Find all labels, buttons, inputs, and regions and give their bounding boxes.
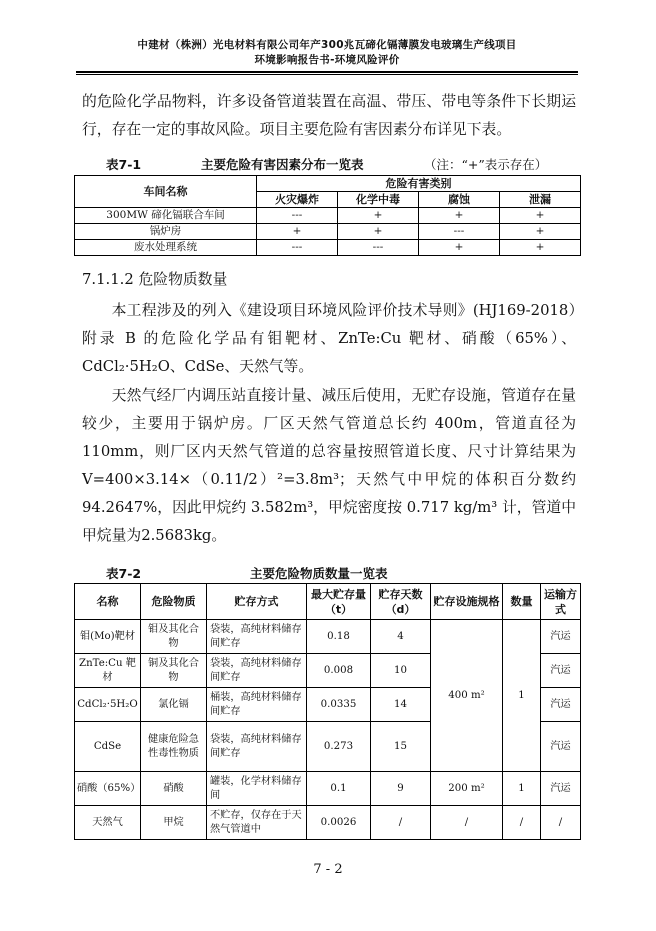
cell: + [500,224,581,240]
row-name: 钼(Mo)靶材 [75,620,141,654]
header-report-title: 环境影响报告书-环境风险评价 [254,54,400,66]
cell: 汽运 [541,772,581,806]
cell: 氯化镉 [141,688,207,722]
cell: 0.008 [307,654,371,688]
page-header [76,38,578,68]
cell: 铜及其化合物 [141,654,207,688]
cell: / [431,806,503,840]
cell: 14 [371,688,431,722]
cell: 硝酸 [141,772,207,806]
row-name: 废水处理系统 [75,240,257,256]
col-header: 危险物质 [141,584,207,620]
cell: 0.1 [307,772,371,806]
shared-facility-cell: 400 m² [431,620,503,772]
cell: 0.273 [307,722,371,772]
cell: 汽运 [541,654,581,688]
cell: 汽运 [541,688,581,722]
col-header: 腐蚀 [419,192,500,208]
col-header: 数量 [503,584,541,620]
cell: 0.0026 [307,806,371,840]
cell: + [257,224,338,240]
page-number: 7 - 2 [313,862,343,877]
header-rule [76,71,578,73]
table-row [75,208,581,224]
cell: 4 [371,620,431,654]
cell: --- [419,224,500,240]
hazardous-substance-quantity-table [74,583,581,840]
table-row [75,240,581,256]
row-name: CdCl₂·5H₂O [75,688,141,722]
col-workshop-header: 车间名称 [75,176,257,208]
row-name: 锅炉房 [75,224,257,240]
cell: + [419,240,500,256]
table-row [75,224,581,240]
cell: + [419,208,500,224]
cell: 0.18 [307,620,371,654]
col-header: 运输方式 [541,584,581,620]
cell: + [500,240,581,256]
table1-note: （注：“+”表示存在） [424,157,548,172]
row-name: 天然气 [75,806,141,840]
intro-paragraph: 的危险化学品物料，许多设备管道装置在高温、带压、带电等条件下长期运行，存在一定的事故风险。项目主要危险有害因素分布详见下表。 [82,93,576,138]
cell: 袋装，高纯材料储存间贮存 [207,722,307,772]
section-paragraph-1: 本工程涉及的列入《建设项目环境风险评价技术导则》(HJ169-2018）附录 B 的危险化学品有钼靶材、ZnTe:Cu 靶材、硝酸（65%）、CdCl₂·5H₂O、CdSe、天然气等。 [82,302,576,375]
col-header: 化学中毒 [338,192,419,208]
cell: 200 m² [431,772,503,806]
table2-title: 主要危险物质数量一览表 [250,566,388,581]
col-header: 泄漏 [500,192,581,208]
table1-number: 表7-1 [106,157,142,172]
cell: 钼及其化合物 [141,620,207,654]
cell: 15 [371,722,431,772]
cell: / [541,806,581,840]
cell: --- [257,208,338,224]
cell: 健康危险急性毒性物质 [141,722,207,772]
row-name: 硝酸（65%） [75,772,141,806]
col-hazard-group-header: 危险有害类别 [257,176,581,192]
cell: 汽运 [541,722,581,772]
cell: 10 [371,654,431,688]
cell: / [503,806,541,840]
cell: / [371,806,431,840]
cell: + [338,208,419,224]
cell: --- [257,240,338,256]
cell: 甲烷 [141,806,207,840]
section-heading: 7.1.1.2 危险物质数量 [82,271,228,288]
header-project-title: 中建材（株洲）光电材料有限公司年产300兆瓦碲化镉薄膜发电玻璃生产线项目 [137,39,517,51]
table2-number: 表7-2 [106,566,142,581]
col-header: 贮存方式 [207,584,307,620]
hazard-distribution-table [74,175,581,256]
col-header: 贮存设施规格 [431,584,503,620]
cell: 9 [371,772,431,806]
cell: 袋装，高纯材料储存间贮存 [207,620,307,654]
table1-title: 主要危险有害因素分布一览表 [201,157,364,172]
header-rule-thin [76,74,578,75]
table-row [75,620,581,654]
shared-count-cell: 1 [503,620,541,772]
table-row [75,806,581,840]
cell: 袋装，高纯材料储存间贮存 [207,654,307,688]
cell: 0.0335 [307,688,371,722]
cell: --- [338,240,419,256]
cell: 不贮存，仅存在于天然气管道中 [207,806,307,840]
cell: + [338,224,419,240]
col-header: 火灾爆炸 [257,192,338,208]
section-paragraph-2: 天然气经厂内调压站直接计量、减压后使用，无贮存设施，管道存在量较少，主要用于锅炉房。厂区天然气管道总长约 400m，管道直径为110mm，则厂区内天然气管道的总容量按照管道长度、尺寸计算结果为V=400×3.14×（0.11/2）²=3.8m³；天然气中甲烷的体积百分数约 94.2647%，因此甲烷约 3.582m³，甲烷密度按 0.717 kg/m³ 计，管道中甲烷量为2.5683kg。 [82,387,576,544]
col-header: 最大贮存量（t） [307,584,371,620]
row-name: ZnTe:Cu 靶材 [75,654,141,688]
row-name: CdSe [75,722,141,772]
table-row [75,772,581,806]
cell: 罐装，化学材料储存间 [207,772,307,806]
col-header: 贮存天数（d） [371,584,431,620]
cell: 桶装，高纯材料储存间贮存 [207,688,307,722]
row-name: 300MW 碲化镉联合车间 [75,208,257,224]
cell: 1 [503,772,541,806]
col-header: 名称 [75,584,141,620]
cell: + [500,208,581,224]
cell: 汽运 [541,620,581,654]
